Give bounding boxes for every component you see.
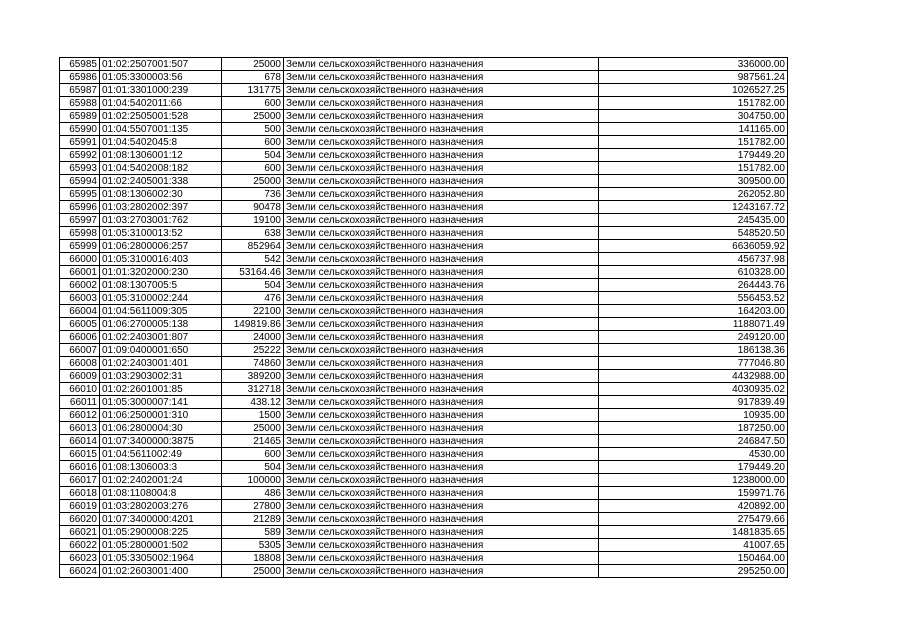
cadastral-number-cell: 01:02:2505001:528 [100, 110, 222, 123]
cadastral-value-cell: 304750.00 [599, 110, 788, 123]
land-category-cell: Земли сельскохозяйственного назначения [284, 253, 599, 266]
row-number-cell: 65994 [60, 175, 100, 188]
row-number-cell: 66016 [60, 461, 100, 474]
land-parcels-table [59, 57, 788, 578]
table-row [60, 318, 788, 331]
table-row [60, 344, 788, 357]
cadastral-number-cell: 01:03:2903002:31 [100, 370, 222, 383]
cadastral-value-cell: 917839.49 [599, 396, 788, 409]
land-category-cell: Земли сельскохозяйственного назначения [284, 565, 599, 578]
cadastral-value-cell: 245435.00 [599, 214, 788, 227]
cadastral-number-cell: 01:03:2802003:276 [100, 500, 222, 513]
cadastral-value-cell: 151782.00 [599, 97, 788, 110]
row-number-cell: 66005 [60, 318, 100, 331]
area-cell: 18808 [222, 552, 284, 565]
row-number-cell: 66021 [60, 526, 100, 539]
area-cell: 21465 [222, 435, 284, 448]
area-cell: 504 [222, 279, 284, 292]
row-number-cell: 65986 [60, 71, 100, 84]
cadastral-value-cell: 456737.98 [599, 253, 788, 266]
row-number-cell: 66009 [60, 370, 100, 383]
row-number-cell: 66012 [60, 409, 100, 422]
row-number-cell: 65997 [60, 214, 100, 227]
area-cell: 25222 [222, 344, 284, 357]
table-row [60, 331, 788, 344]
cadastral-number-cell: 01:04:5402011:66 [100, 97, 222, 110]
cadastral-value-cell: 150464.00 [599, 552, 788, 565]
row-number-cell: 65998 [60, 227, 100, 240]
cadastral-value-cell: 556453.52 [599, 292, 788, 305]
row-number-cell: 65988 [60, 97, 100, 110]
cadastral-number-cell: 01:05:3305002:1964 [100, 552, 222, 565]
table-row [60, 175, 788, 188]
land-category-cell: Земли сельскохозяйственного назначения [284, 227, 599, 240]
area-cell: 736 [222, 188, 284, 201]
table-row [60, 136, 788, 149]
cadastral-number-cell: 01:02:2403001:401 [100, 357, 222, 370]
cadastral-number-cell: 01:01:3202000:230 [100, 266, 222, 279]
table-row [60, 214, 788, 227]
cadastral-number-cell: 01:05:3100016:403 [100, 253, 222, 266]
land-category-cell: Земли сельскохозяйственного назначения [284, 266, 599, 279]
area-cell: 25000 [222, 175, 284, 188]
row-number-cell: 66023 [60, 552, 100, 565]
cadastral-number-cell: 01:08:1306001:12 [100, 149, 222, 162]
cadastral-value-cell: 186138.36 [599, 344, 788, 357]
cadastral-value-cell: 164203.00 [599, 305, 788, 318]
table-row [60, 110, 788, 123]
cadastral-value-cell: 4432988.00 [599, 370, 788, 383]
cadastral-number-cell: 01:03:2802002:397 [100, 201, 222, 214]
table-row [60, 422, 788, 435]
land-category-cell: Земли сельскохозяйственного назначения [284, 383, 599, 396]
land-category-cell: Земли сельскохозяйственного назначения [284, 279, 599, 292]
row-number-cell: 65985 [60, 58, 100, 71]
land-category-cell: Земли сельскохозяйственного назначения [284, 539, 599, 552]
land-category-cell: Земли сельскохозяйственного назначения [284, 175, 599, 188]
row-number-cell: 66000 [60, 253, 100, 266]
land-category-cell: Земли сельскохозяйственного назначения [284, 513, 599, 526]
table-row [60, 565, 788, 578]
area-cell: 600 [222, 136, 284, 149]
area-cell: 19100 [222, 214, 284, 227]
row-number-cell: 65993 [60, 162, 100, 175]
table-row [60, 396, 788, 409]
table-row [60, 409, 788, 422]
land-category-cell: Земли сельскохозяйственного назначения [284, 123, 599, 136]
area-cell: 25000 [222, 565, 284, 578]
table-row [60, 188, 788, 201]
table-row [60, 474, 788, 487]
cadastral-value-cell: 336000.00 [599, 58, 788, 71]
table-row [60, 383, 788, 396]
cadastral-number-cell: 01:08:1306002:30 [100, 188, 222, 201]
area-cell: 504 [222, 149, 284, 162]
cadastral-value-cell: 777046.80 [599, 357, 788, 370]
land-category-cell: Земли сельскохозяйственного назначения [284, 201, 599, 214]
area-cell: 25000 [222, 58, 284, 71]
cadastral-value-cell: 264443.76 [599, 279, 788, 292]
table-row [60, 292, 788, 305]
area-cell: 1500 [222, 409, 284, 422]
row-number-cell: 65990 [60, 123, 100, 136]
area-cell: 90478 [222, 201, 284, 214]
table-row [60, 357, 788, 370]
land-category-cell: Земли сельскохозяйственного назначения [284, 149, 599, 162]
land-category-cell: Земли сельскохозяйственного назначения [284, 409, 599, 422]
cadastral-number-cell: 01:07:3400000:3875 [100, 435, 222, 448]
area-cell: 589 [222, 526, 284, 539]
cadastral-number-cell: 01:04:5402008:182 [100, 162, 222, 175]
row-number-cell: 66013 [60, 422, 100, 435]
area-cell: 678 [222, 71, 284, 84]
area-cell: 21289 [222, 513, 284, 526]
area-cell: 438.12 [222, 396, 284, 409]
table-row [60, 71, 788, 84]
cadastral-number-cell: 01:05:3300003:56 [100, 71, 222, 84]
table-row [60, 149, 788, 162]
row-number-cell: 66002 [60, 279, 100, 292]
row-number-cell: 65987 [60, 84, 100, 97]
land-category-cell: Земли сельскохозяйственного назначения [284, 344, 599, 357]
area-cell: 486 [222, 487, 284, 500]
cadastral-value-cell: 141165.00 [599, 123, 788, 136]
table-row [60, 448, 788, 461]
cadastral-number-cell: 01:05:2900008:225 [100, 526, 222, 539]
cadastral-number-cell: 01:03:2703001:762 [100, 214, 222, 227]
area-cell: 500 [222, 123, 284, 136]
cadastral-number-cell: 01:02:2601001:85 [100, 383, 222, 396]
table-row [60, 500, 788, 513]
table-row [60, 305, 788, 318]
row-number-cell: 66001 [60, 266, 100, 279]
land-category-cell: Земли сельскохозяйственного назначения [284, 110, 599, 123]
cadastral-number-cell: 01:09:0400001:650 [100, 344, 222, 357]
land-category-cell: Земли сельскохозяйственного назначения [284, 487, 599, 500]
cadastral-value-cell: 179449.20 [599, 461, 788, 474]
table-row [60, 97, 788, 110]
area-cell: 476 [222, 292, 284, 305]
cadastral-value-cell: 1026527.25 [599, 84, 788, 97]
cadastral-value-cell: 187250.00 [599, 422, 788, 435]
land-category-cell: Земли сельскохозяйственного назначения [284, 188, 599, 201]
row-number-cell: 66018 [60, 487, 100, 500]
row-number-cell: 66007 [60, 344, 100, 357]
land-category-cell: Земли сельскохозяйственного назначения [284, 71, 599, 84]
cadastral-number-cell: 01:05:3000007:141 [100, 396, 222, 409]
cadastral-number-cell: 01:02:2402001:24 [100, 474, 222, 487]
cadastral-number-cell: 01:07:3400000:4201 [100, 513, 222, 526]
row-number-cell: 66011 [60, 396, 100, 409]
table-row [60, 279, 788, 292]
land-category-cell: Земли сельскохозяйственного назначения [284, 58, 599, 71]
cadastral-number-cell: 01:06:2700005:138 [100, 318, 222, 331]
area-cell: 22100 [222, 305, 284, 318]
cadastral-value-cell: 309500.00 [599, 175, 788, 188]
table-row [60, 513, 788, 526]
table-row [60, 526, 788, 539]
table-row [60, 539, 788, 552]
area-cell: 25000 [222, 422, 284, 435]
cadastral-value-cell: 610328.00 [599, 266, 788, 279]
land-category-cell: Земли сельскохозяйственного назначения [284, 162, 599, 175]
table-row [60, 58, 788, 71]
area-cell: 600 [222, 162, 284, 175]
row-number-cell: 66020 [60, 513, 100, 526]
cadastral-number-cell: 01:08:1108004:8 [100, 487, 222, 500]
area-cell: 312718 [222, 383, 284, 396]
land-category-cell: Земли сельскохозяйственного назначения [284, 448, 599, 461]
cadastral-value-cell: 249120.00 [599, 331, 788, 344]
row-number-cell: 66014 [60, 435, 100, 448]
table-row [60, 370, 788, 383]
table-row [60, 435, 788, 448]
cadastral-value-cell: 1238000.00 [599, 474, 788, 487]
cadastral-number-cell: 01:02:2507001:507 [100, 58, 222, 71]
area-cell: 131775 [222, 84, 284, 97]
cadastral-number-cell: 01:02:2405001:338 [100, 175, 222, 188]
area-cell: 53164.46 [222, 266, 284, 279]
land-category-cell: Земли сельскохозяйственного назначения [284, 136, 599, 149]
cadastral-value-cell: 10935.00 [599, 409, 788, 422]
land-category-cell: Земли сельскохозяйственного назначения [284, 357, 599, 370]
cadastral-value-cell: 1481835.65 [599, 526, 788, 539]
cadastral-value-cell: 151782.00 [599, 162, 788, 175]
cadastral-number-cell: 01:04:5611009:305 [100, 305, 222, 318]
cadastral-value-cell: 159971.76 [599, 487, 788, 500]
row-number-cell: 65989 [60, 110, 100, 123]
row-number-cell: 65992 [60, 149, 100, 162]
area-cell: 149819.86 [222, 318, 284, 331]
cadastral-value-cell: 987561.24 [599, 71, 788, 84]
cadastral-value-cell: 295250.00 [599, 565, 788, 578]
cadastral-number-cell: 01:05:2800001:502 [100, 539, 222, 552]
cadastral-number-cell: 01:04:5507001:135 [100, 123, 222, 136]
row-number-cell: 66003 [60, 292, 100, 305]
table-row [60, 123, 788, 136]
row-number-cell: 66022 [60, 539, 100, 552]
table-row [60, 162, 788, 175]
area-cell: 542 [222, 253, 284, 266]
land-category-cell: Земли сельскохозяйственного назначения [284, 500, 599, 513]
area-cell: 600 [222, 97, 284, 110]
row-number-cell: 66010 [60, 383, 100, 396]
land-category-cell: Земли сельскохозяйственного назначения [284, 318, 599, 331]
land-category-cell: Земли сельскохозяйственного назначения [284, 97, 599, 110]
cadastral-value-cell: 1188071.49 [599, 318, 788, 331]
cadastral-number-cell: 01:08:1307005:5 [100, 279, 222, 292]
area-cell: 24000 [222, 331, 284, 344]
land-category-cell: Земли сельскохозяйственного назначения [284, 422, 599, 435]
table-row [60, 227, 788, 240]
area-cell: 504 [222, 461, 284, 474]
table-row [60, 253, 788, 266]
area-cell: 852964 [222, 240, 284, 253]
cadastral-value-cell: 151782.00 [599, 136, 788, 149]
land-category-cell: Земли сельскохозяйственного назначения [284, 474, 599, 487]
row-number-cell: 66004 [60, 305, 100, 318]
row-number-cell: 65995 [60, 188, 100, 201]
cadastral-value-cell: 6636059.92 [599, 240, 788, 253]
land-category-cell: Земли сельскохозяйственного назначения [284, 240, 599, 253]
area-cell: 600 [222, 448, 284, 461]
area-cell: 27800 [222, 500, 284, 513]
cadastral-number-cell: 01:06:2800006:257 [100, 240, 222, 253]
table-row [60, 84, 788, 97]
land-category-cell: Земли сельскохозяйственного назначения [284, 84, 599, 97]
table-row [60, 461, 788, 474]
land-category-cell: Земли сельскохозяйственного назначения [284, 435, 599, 448]
land-category-cell: Земли сельскохозяйственного назначения [284, 370, 599, 383]
land-category-cell: Земли сельскохозяйственного назначения [284, 214, 599, 227]
row-number-cell: 66006 [60, 331, 100, 344]
cadastral-value-cell: 41007.65 [599, 539, 788, 552]
land-category-cell: Земли сельскохозяйственного назначения [284, 305, 599, 318]
land-category-cell: Земли сельскохозяйственного назначения [284, 552, 599, 565]
cadastral-number-cell: 01:01:3301000:239 [100, 84, 222, 97]
cadastral-value-cell: 179449.20 [599, 149, 788, 162]
area-cell: 5305 [222, 539, 284, 552]
cadastral-number-cell: 01:02:2403001:807 [100, 331, 222, 344]
cadastral-value-cell: 548520.50 [599, 227, 788, 240]
land-category-cell: Земли сельскохозяйственного назначения [284, 526, 599, 539]
cadastral-number-cell: 01:06:2800004:30 [100, 422, 222, 435]
cadastral-number-cell: 01:06:2500001:310 [100, 409, 222, 422]
cadastral-number-cell: 01:04:5611002:49 [100, 448, 222, 461]
table-row [60, 201, 788, 214]
cadastral-value-cell: 1243167.72 [599, 201, 788, 214]
land-category-cell: Земли сельскохозяйственного назначения [284, 461, 599, 474]
area-cell: 100000 [222, 474, 284, 487]
table-row [60, 266, 788, 279]
row-number-cell: 66015 [60, 448, 100, 461]
land-category-cell: Земли сельскохозяйственного назначения [284, 292, 599, 305]
cadastral-value-cell: 275479.66 [599, 513, 788, 526]
table-row [60, 240, 788, 253]
cadastral-number-cell: 01:05:3100002:244 [100, 292, 222, 305]
land-category-cell: Земли сельскохозяйственного назначения [284, 396, 599, 409]
cadastral-number-cell: 01:08:1306003:3 [100, 461, 222, 474]
row-number-cell: 66024 [60, 565, 100, 578]
table-row [60, 487, 788, 500]
row-number-cell: 65996 [60, 201, 100, 214]
table-row [60, 552, 788, 565]
cadastral-value-cell: 4030935.02 [599, 383, 788, 396]
area-cell: 25000 [222, 110, 284, 123]
row-number-cell: 65999 [60, 240, 100, 253]
cadastral-number-cell: 01:04:5402045:8 [100, 136, 222, 149]
cadastral-value-cell: 262052.80 [599, 188, 788, 201]
row-number-cell: 65991 [60, 136, 100, 149]
cadastral-value-cell: 4530.00 [599, 448, 788, 461]
row-number-cell: 66019 [60, 500, 100, 513]
row-number-cell: 66008 [60, 357, 100, 370]
cadastral-number-cell: 01:02:2603001:400 [100, 565, 222, 578]
area-cell: 638 [222, 227, 284, 240]
land-category-cell: Земли сельскохозяйственного назначения [284, 331, 599, 344]
row-number-cell: 66017 [60, 474, 100, 487]
cadastral-value-cell: 246847.50 [599, 435, 788, 448]
cadastral-number-cell: 01:05:3100013:52 [100, 227, 222, 240]
table-body [60, 58, 788, 578]
area-cell: 74860 [222, 357, 284, 370]
area-cell: 389200 [222, 370, 284, 383]
cadastral-value-cell: 420892.00 [599, 500, 788, 513]
